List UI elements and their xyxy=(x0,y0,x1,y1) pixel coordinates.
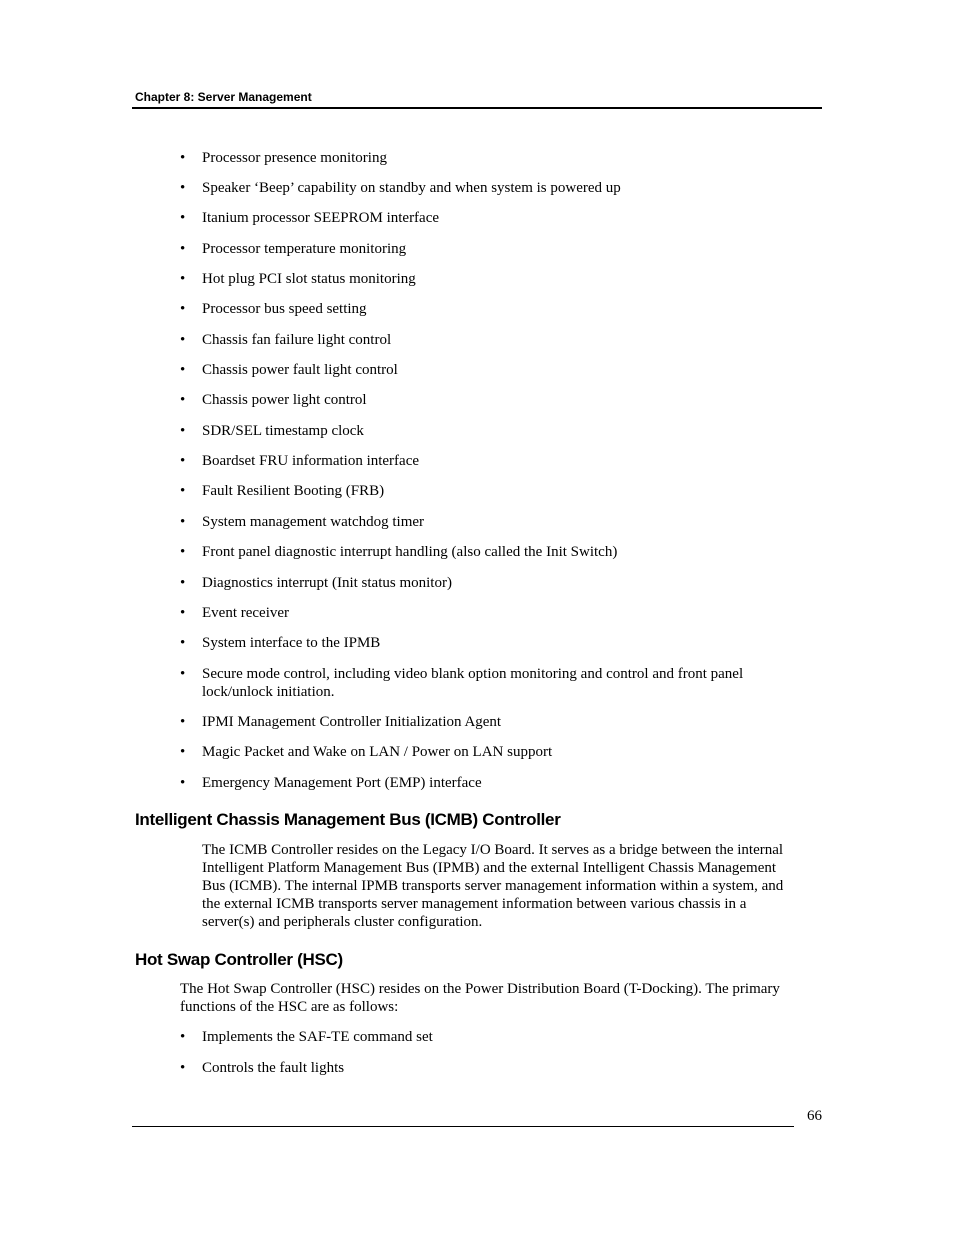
list-item-text: Processor temperature monitoring xyxy=(202,241,407,257)
list-item-text: Fault Resilient Booting (FRB) xyxy=(202,483,385,499)
list-item-text: Emergency Management Port (EMP) interface xyxy=(202,775,482,791)
list-item-text: IPMI Management Controller Initialization Agent xyxy=(202,714,502,730)
list-item-text: Chassis fan failure light control xyxy=(202,332,392,348)
list-item-text: Front panel diagnostic interrupt handling (also called the Init Switch) xyxy=(202,544,618,560)
header-rule xyxy=(132,107,822,109)
list-item-text: System management watchdog timer xyxy=(202,514,425,530)
bullet-icon: • xyxy=(180,544,186,560)
list-item-text: Chassis power light control xyxy=(202,392,367,408)
list-item-text: Hot plug PCI slot status monitoring xyxy=(202,271,416,287)
list-item-text: Event receiver xyxy=(202,605,290,621)
bullet-icon: • xyxy=(180,1060,186,1076)
hsc-paragraph: The Hot Swap Controller (HSC) resides on the Power Distribution Board (T-Docking). The primary functions of the HSC are as follows: xyxy=(180,981,780,1015)
list-item-text: Boardset FRU information interface xyxy=(202,453,420,469)
list-item-text: Chassis power fault light control xyxy=(202,362,398,378)
list-item-text: Secure mode control, including video blank option monitoring and control and front panel lock/unlock initiation. xyxy=(202,666,744,700)
bullet-icon: • xyxy=(180,605,186,621)
bullet-icon: • xyxy=(180,575,186,591)
bullet-icon: • xyxy=(180,301,186,317)
bullet-icon: • xyxy=(180,514,186,530)
bullet-icon: • xyxy=(180,453,186,469)
footer-rule xyxy=(132,1126,794,1127)
bullet-icon: • xyxy=(180,392,186,408)
list-item-text: Magic Packet and Wake on LAN / Power on LAN support xyxy=(202,744,553,760)
hsc-heading: Hot Swap Controller (HSC) xyxy=(135,950,343,969)
list-item-text: SDR/SEL timestamp clock xyxy=(202,423,364,439)
bullet-icon: • xyxy=(180,775,186,791)
bullet-icon: • xyxy=(180,1029,186,1045)
icmb-paragraph: The ICMB Controller resides on the Legacy I/O Board. It serves as a bridge between the internal Intelligent Platform Management Bus (IPMB) and the external Intelligent Chassis Management Bus (ICMB). The internal IPMB transports server management information within a system, and the external ICMB transports server management information between various chassis in a server(s) and peripherals cluster configuration. xyxy=(202,842,784,930)
list-item-text: Implements the SAF-TE command set xyxy=(202,1029,433,1045)
bullet-icon: • xyxy=(180,150,186,166)
list-item-text: Controls the fault lights xyxy=(202,1060,345,1076)
bullet-icon: • xyxy=(180,180,186,196)
list-item-text: Diagnostics interrupt (Init status monitor) xyxy=(202,575,452,591)
bullet-icon: • xyxy=(180,744,186,760)
chapter-header: Chapter 8: Server Management xyxy=(135,90,312,104)
list-item-text: Processor presence monitoring xyxy=(202,150,387,166)
page-number: 66 xyxy=(807,1108,822,1124)
bullet-icon: • xyxy=(180,210,186,226)
bullet-icon: • xyxy=(180,332,186,348)
list-item-text: Itanium processor SEEPROM interface xyxy=(202,210,440,226)
bullet-icon: • xyxy=(180,666,186,682)
bullet-icon: • xyxy=(180,241,186,257)
bullet-icon: • xyxy=(180,635,186,651)
list-item-text: System interface to the IPMB xyxy=(202,635,381,651)
list-item-text: Processor bus speed setting xyxy=(202,301,367,317)
bullet-icon: • xyxy=(180,714,186,730)
bullet-icon: • xyxy=(180,271,186,287)
list-item-text: Speaker ‘Beep’ capability on standby and when system is powered up xyxy=(202,180,621,196)
bullet-icon: • xyxy=(180,483,186,499)
bullet-icon: • xyxy=(180,362,186,378)
bullet-icon: • xyxy=(180,423,186,439)
icmb-heading: Intelligent Chassis Management Bus (ICMB) Controller xyxy=(135,810,561,829)
